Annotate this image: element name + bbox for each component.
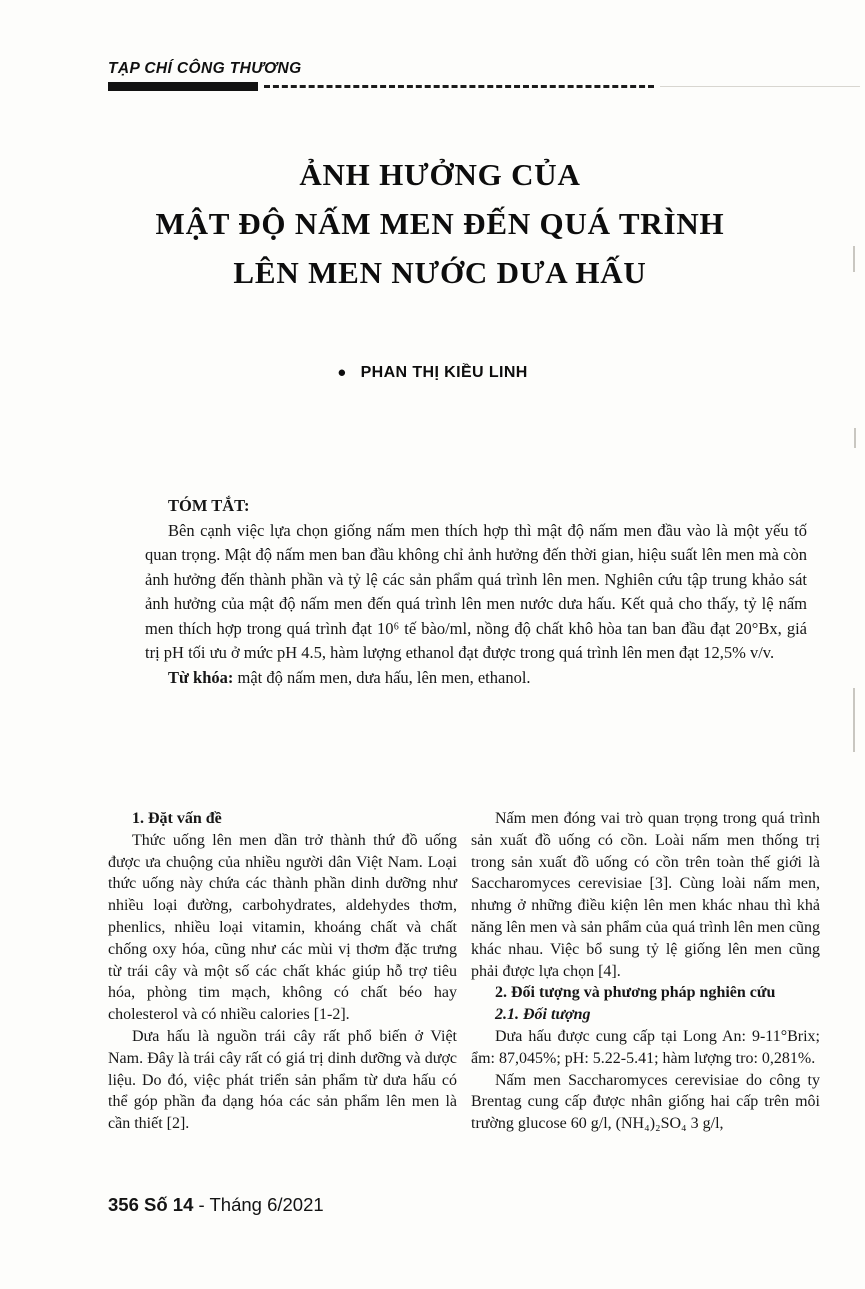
footer-issue-date: - Tháng 6/2021 [198,1194,324,1215]
keywords-label: Từ khóa: [168,667,234,687]
masthead [108,60,860,92]
scan-artifact-mark [853,246,855,272]
article-title-line-3: LÊN MEN NƯỚC DƯA HẤU [233,255,647,290]
section-1-paragraph-2: Dưa hấu là nguồn trái cây rất phổ biến ở Việt Nam. Đây là trái cây rất có giá trị dinh dưỡng và dược liệu. Do đó, việc phát triển sản phẩm từ dưa hấu có thể góp phần đa dạng hóa các sản phẩm lên men là cần thiết [2]. [108,1027,457,1133]
abstract-section [145,494,807,690]
scan-artifact-mark [853,688,855,752]
section-2-1-paragraph-1: Dưa hấu được cung cấp tại Long An: 9-11°Brix; ẩm: 87,045%; pH: 5.22-5.41; hàm lượng tro: 0,281%. [471,1027,820,1067]
body-column-right [471,808,820,1135]
section-1-heading: 1. Đặt vấn đề [132,810,222,827]
body-column-left [108,808,457,1135]
article-title [60,150,820,297]
article-title-line-2: MẬT ĐỘ NẤM MEN ĐẾN QUÁ TRÌNH [155,206,725,241]
footer-issue-number: 356 Số 14 [108,1194,194,1215]
section-2-heading: 2. Đối tượng và phương pháp nghiên cứu [495,984,776,1002]
author-bullet-icon: ● [337,364,347,381]
masthead-rule-faint [660,86,860,87]
abstract-heading: TÓM TẮT: [168,496,250,515]
section-2-1-paragraph-2: Nấm men Saccharomyces cerevisiae do công ty Brentag cung cấp được nhân giống hai cấp trên môi trường glucose 60 g/l, (NH₄)₂SO₄ 3 g/l, [471,1071,820,1133]
body-columns [108,808,820,1135]
masthead-rule-bar [108,82,258,91]
article-title-line-1: ẢNH HƯỞNG CỦA [299,157,581,192]
author-line [0,364,865,382]
author-name: PHAN THỊ KIỀU LINH [360,364,528,381]
journal-name: TẠP CHÍ CÔNG THƯƠNG [108,60,302,77]
section-1-paragraph-3: Nấm men đóng vai trò quan trọng trong quá trình sản xuất đồ uống có cồn. Loài nấm men thống trị trong sản xuất đồ uống có cồn trên toàn thế giới là Saccharomyces cerevisiae [3]. Cùng loài nấm men, nhưng ở những điều kiện lên men khác nhau thì khả năng lên men và sản phẩm của quá trình lên men cũng khác nhau. Việc bổ sung tỷ lệ giống lên men cũng phải được lựa chọn [4]. [471,810,820,980]
abstract-body: Bên cạnh việc lựa chọn giống nấm men thích hợp thì mật độ nấm men đầu vào là một yếu tố quan trọng. Mật độ nấm men ban đầu không chỉ ảnh hưởng đến thời gian, hiệu suất lên men mà còn ảnh hưởng đến thành phần và tỷ lệ các sản phẩm quá trình lên men. Nghiên cứu tập trung khảo sát ảnh hưởng của mật độ nấm men đến quá trình lên men nước dưa hấu. Kết quả cho thấy, tỷ lệ nấm men thích hợp trong quá trình đạt 10⁶ tế bào/ml, nồng độ chất khô hòa tan ban đầu đạt 20°Bx, giá trị pH tối ưu ở mức pH 4.5, hàm lượng ethanol đạt được trong quá trình lên men đạt 12,5% v/v. [145,520,807,662]
section-1-paragraph-1: Thức uống lên men dần trở thành thứ đồ uống được ưa chuộng của nhiều người dân Việt Nam. Loại thức uống này chứa các thành phần dinh dưỡng như nhiều loại đường, carbohydrates, aldehydes thơm, phenlics, nhiều loại vitamin, khoáng chất và chất chống oxy hóa, cũng như các mùi vị thơm đặc trưng từ trái cây và một số các chất khác giúp hỗ trợ tiêu hóa, phòng tim mạch, không có chất béo hay cholesterol và có nhiều calories [1-2]. [108,831,457,1024]
page-footer [108,1194,324,1216]
keywords-text: mật độ nấm men, dưa hấu, lên men, ethanol. [237,667,531,687]
keywords-line [145,666,807,691]
section-2-1-heading: 2.1. Đối tượng [495,1006,591,1024]
masthead-rule-dashes [264,85,654,88]
scan-artifact-mark [854,428,856,448]
masthead-rule [108,82,860,92]
